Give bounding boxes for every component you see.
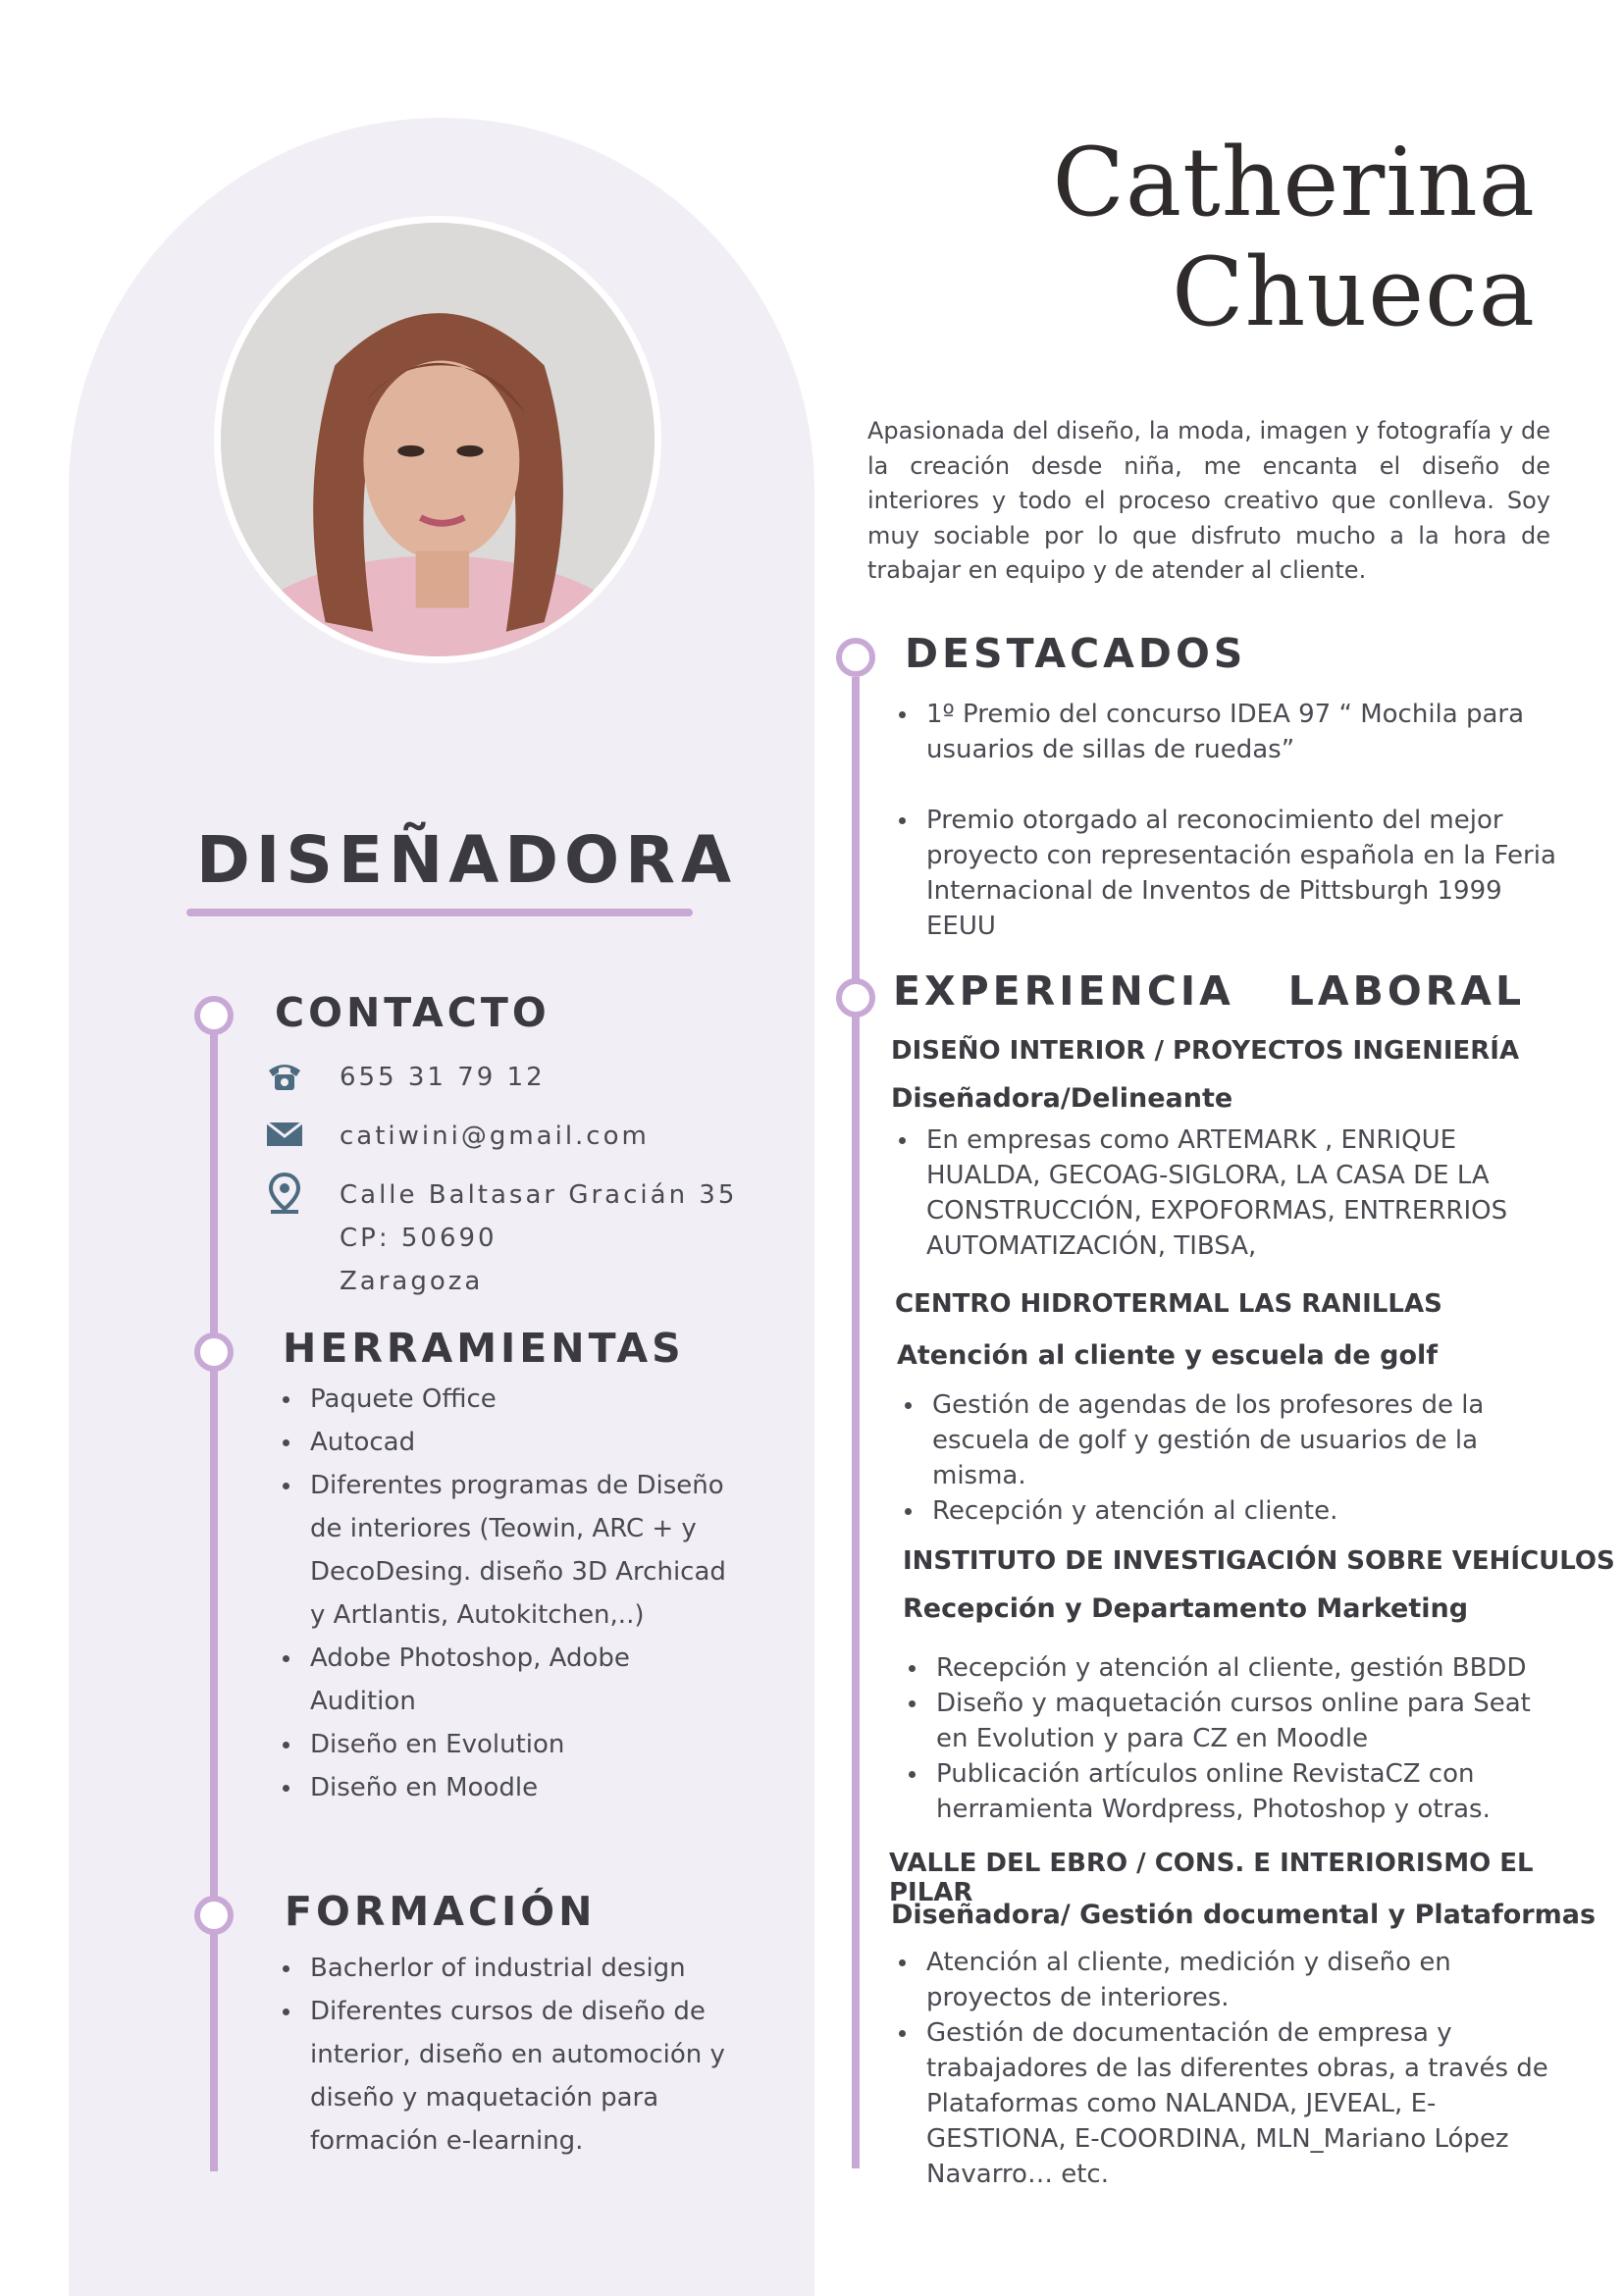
education-marker: [194, 1896, 234, 1935]
job-title: DISEÑADORA: [196, 822, 738, 898]
address: [340, 1174, 737, 1303]
list-item: Atención al cliente, medición y diseño en proyectos de interiores.: [893, 1945, 1560, 2015]
job-company: INSTITUTO DE INVESTIGACIÓN SOBRE VEHÍCULOS: [903, 1546, 1615, 1576]
job-role: Recepción y Departamento Marketing: [903, 1593, 1469, 1624]
experience-marker: [836, 978, 875, 1018]
tools-heading: HERRAMIENTAS: [283, 1325, 685, 1372]
experience-heading: EXPERIENCIA LABORAL: [893, 967, 1526, 1015]
list-item: Recepción y atención al cliente.: [899, 1493, 1556, 1529]
first-name: Catherina: [1052, 128, 1536, 237]
address-city: Zaragoza: [340, 1267, 484, 1296]
left-timeline: [210, 1018, 218, 2171]
list-item: Premio otorgado al reconocimiento del mejor proyecto con representación española en la Feria Internacional de Inventos de Pittsburgh 1999 EEUU: [893, 803, 1570, 944]
list-item: Diseño en Evolution: [277, 1723, 738, 1766]
contact-heading: CONTACTO: [275, 989, 550, 1036]
highlights-marker: [836, 638, 875, 677]
job-company: DISEÑO INTERIOR / PROYECTOS INGENIERÍA: [891, 1036, 1520, 1066]
phone-icon: [265, 1056, 304, 1095]
address-row: [265, 1174, 737, 1303]
list-item: Adobe Photoshop, Adobe Audition: [277, 1637, 738, 1723]
list-item: Bacherlor of industrial design: [277, 1947, 738, 1990]
job-duties: [893, 1122, 1550, 1264]
list-item: Paquete Office: [277, 1378, 738, 1421]
job-role: Diseñadora/Delineante: [891, 1083, 1233, 1114]
job-role: Atención al cliente y escuela de golf: [897, 1340, 1439, 1371]
tools-marker: [194, 1332, 234, 1372]
list-item: Diseño en Moodle: [277, 1766, 738, 1809]
address-street: Calle Baltasar Gracián 35: [340, 1180, 738, 1210]
location-pin-icon: [265, 1174, 304, 1213]
list-item: Autocad: [277, 1421, 738, 1464]
job-duties: [899, 1387, 1556, 1529]
job-title-underline: [186, 909, 693, 916]
tools-list: [277, 1378, 738, 1809]
address-postcode: CP: 50690: [340, 1224, 498, 1253]
list-item: Gestión de agendas de los profesores de la escuela de golf y gestión de usuarios de la misma.: [899, 1387, 1556, 1493]
contact-marker: [194, 996, 234, 1035]
education-heading: FORMACIÓN: [285, 1888, 597, 1935]
right-timeline: [852, 677, 860, 2168]
portrait-image: [221, 223, 655, 656]
list-item: Diferentes cursos de diseño de interior, diseño en automoción y diseño y maquetación para formación e-learning.: [277, 1990, 738, 2163]
list-item: Diferentes programas de Diseño de interiores (Teowin, ARC + y DecoDesing. diseño 3D Archicad y Artlantis, Autokitchen,..): [277, 1464, 738, 1637]
full-name: [1052, 128, 1536, 347]
job-company: VALLE DEL EBRO / CONS. E INTERIORISMO EL PILAR: [889, 1849, 1534, 1907]
list-item: En empresas como ARTEMARK , ENRIQUE HUALDA, GECOAG-SIGLORA, LA CASA DE LA CONSTRUCCIÓN, EXPOFORMAS, ENTRERRIOS AUTOMATIZACIÓN, TIBSA,: [893, 1122, 1550, 1264]
list-item: Diseño y maquetación cursos online para Seat en Evolution y para CZ en Moodle: [903, 1686, 1570, 1756]
job-duties: [893, 1945, 1560, 2192]
list-item: Gestión de documentación de empresa y trabajadores de las diferentes obras, a través de Plataformas como NALANDA, JEVEAL, E-GESTIONA, E-COORDINA, MLN_Mariano López Navarro… etc.: [893, 2015, 1560, 2192]
job-role: Diseñadora/ Gestión documental y Plataformas: [891, 1900, 1597, 1930]
email-address[interactable]: catiwini@gmail.com: [340, 1122, 650, 1151]
job-company: CENTRO HIDROTERMAL LAS RANILLAS: [895, 1289, 1442, 1319]
highlights-heading: DESTACADOS: [905, 630, 1247, 677]
highlights-list: [893, 697, 1570, 944]
mail-icon: [265, 1115, 304, 1154]
list-item: 1º Premio del concurso IDEA 97 “ Mochila para usuarios de sillas de ruedas”: [893, 697, 1570, 767]
phone-row: [265, 1056, 546, 1099]
phone-number[interactable]: 655 31 79 12: [340, 1063, 546, 1092]
list-item: Publicación artículos online RevistaCZ con herramienta Wordpress, Photoshop y otras.: [903, 1756, 1570, 1827]
email-row: [265, 1115, 650, 1158]
profile-summary: Apasionada del diseño, la moda, imagen y fotografía y de la creación desde niña, me encanta el diseño de interiores y todo el proceso creativo que conlleva. Soy muy sociable por lo que disfruto mucho a la hora de trabajar en equipo y de atender al cliente.: [867, 417, 1550, 584]
job-duties: [903, 1650, 1570, 1827]
last-name: Chueca: [1172, 237, 1536, 347]
education-list: [277, 1947, 738, 2163]
profile-photo: [214, 216, 661, 663]
list-item: Recepción y atención al cliente, gestión BBDD: [903, 1650, 1570, 1686]
